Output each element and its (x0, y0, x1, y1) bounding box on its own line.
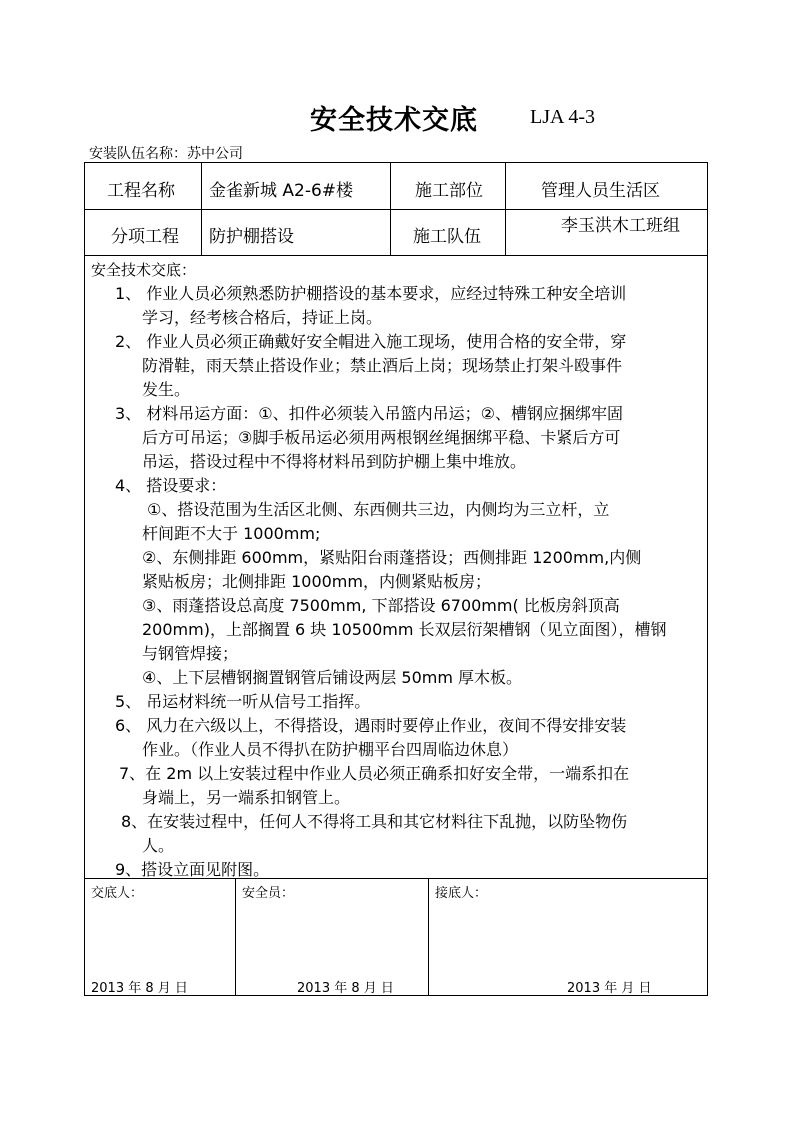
document-code: LJA 4-3 (530, 106, 595, 128)
content-line: 学习，经考核合格后，持证上岗。 (142, 308, 383, 327)
content-line: 杆间距不大于 1000mm; (142, 524, 321, 543)
content-line: 人。 (142, 836, 175, 855)
content-line: ②、东侧排距 600mm，紧贴阳台雨蓬搭设；西侧排距 1200mm,内侧 (142, 548, 642, 567)
content-line: ③、雨蓬搭设总高度 7500mm, 下部搭设 6700mm( 比板房斜顶高 (142, 596, 620, 615)
safety-date: 2013 年 8 月 日 (297, 981, 394, 996)
content-line: 4、 搭设要求： (115, 476, 227, 495)
content-line: 3、 材料吊运方面：①、扣件必须装入吊篮内吊运；②、槽钢应捆绑牢固 (115, 404, 623, 423)
col-divider (505, 163, 506, 255)
content-line: 8、在安装过程中，任何人不得将工具和其它材料往下乱抛，以防坠物伤 (121, 812, 628, 831)
content-line: 200mm)，上部搁置 6 块 10500mm 长双层衍架槽钢（见立面图），槽钢 (142, 620, 667, 639)
content-line: 吊运，搭设过程中不得将材料吊到防护棚上集中堆放。 (142, 452, 527, 471)
row-divider (85, 255, 707, 256)
safety-officer-label: 安全员： (242, 886, 295, 901)
content-line: 1、 作业人员必须熟悉防护棚搭设的基本要求，应经过特殊工种安全培训 (115, 284, 627, 303)
content-line: 2、 作业人员必须正确戴好安全帽进入施工现场，使用合格的安全带，穿 (115, 332, 627, 351)
receiver-label: 接底人： (435, 886, 488, 901)
col-divider (201, 163, 202, 255)
content-line: 9、搭设立面见附图。 (115, 860, 270, 879)
disclosure-heading: 安全技术交底： (91, 261, 197, 279)
document-title: 安全技术交底 (310, 105, 478, 136)
receiver-date: 2013 年 月 日 (567, 981, 652, 996)
col-divider (235, 878, 236, 996)
sub-project-value: 防护棚搭设 (209, 227, 294, 247)
disclosure-table (84, 162, 708, 996)
col-divider (390, 163, 391, 255)
content-line: ①、搭设范围为生活区北侧、东西侧共三边，内侧均为三立杆，立 (147, 500, 610, 519)
crew-value: 李玉洪木工班组 (561, 216, 680, 236)
content-line: 6、 风力在六级以上，不得搭设，遇雨时要停止作业，夜间不得安排安装 (115, 716, 627, 735)
content-line: 7、在 2m 以上安装过程中作业人员必须正确系扣好安全带，一端系扣在 (119, 764, 630, 783)
content-line: 发生。 (142, 380, 191, 399)
handover-person-label: 交底人： (91, 886, 144, 901)
team-name: 安装队伍名称：苏中公司 (89, 146, 243, 162)
location-label: 施工部位 (415, 181, 483, 201)
crew-label: 施工队伍 (413, 227, 481, 247)
content-line: 身端上，另一端系扣钢管上。 (142, 788, 351, 807)
sub-project-label: 分项工程 (111, 227, 179, 247)
content-line: 后方可吊运；③脚手板吊运必须用两根钢丝绳捆绑平稳、卡紧后方可 (142, 428, 621, 447)
content-line: 紧贴板房；北侧排距 1000mm，内侧紧贴板房； (142, 572, 491, 591)
content-line: 作业。（作业人员不得扒在防护棚平台四周临边休息） (142, 740, 519, 759)
row-divider (85, 209, 707, 210)
location-value: 管理人员生活区 (541, 181, 660, 201)
content-line: 与钢管焊接； (142, 644, 239, 663)
handover-date: 2013 年 8 月 日 (91, 981, 188, 996)
content-line: 防滑鞋，雨天禁止搭设作业；禁止酒后上岗；现场禁止打架斗殴事件 (142, 356, 623, 375)
project-name-label: 工程名称 (107, 181, 175, 201)
col-divider (428, 878, 429, 996)
content-line: 5、 吊运材料统一听从信号工指挥。 (115, 692, 371, 711)
content-line: ④、上下层槽钢搁置钢管后铺设两层 50mm 厚木板。 (142, 668, 523, 687)
project-name-value: 金雀新城 A2-6#楼 (209, 181, 354, 201)
